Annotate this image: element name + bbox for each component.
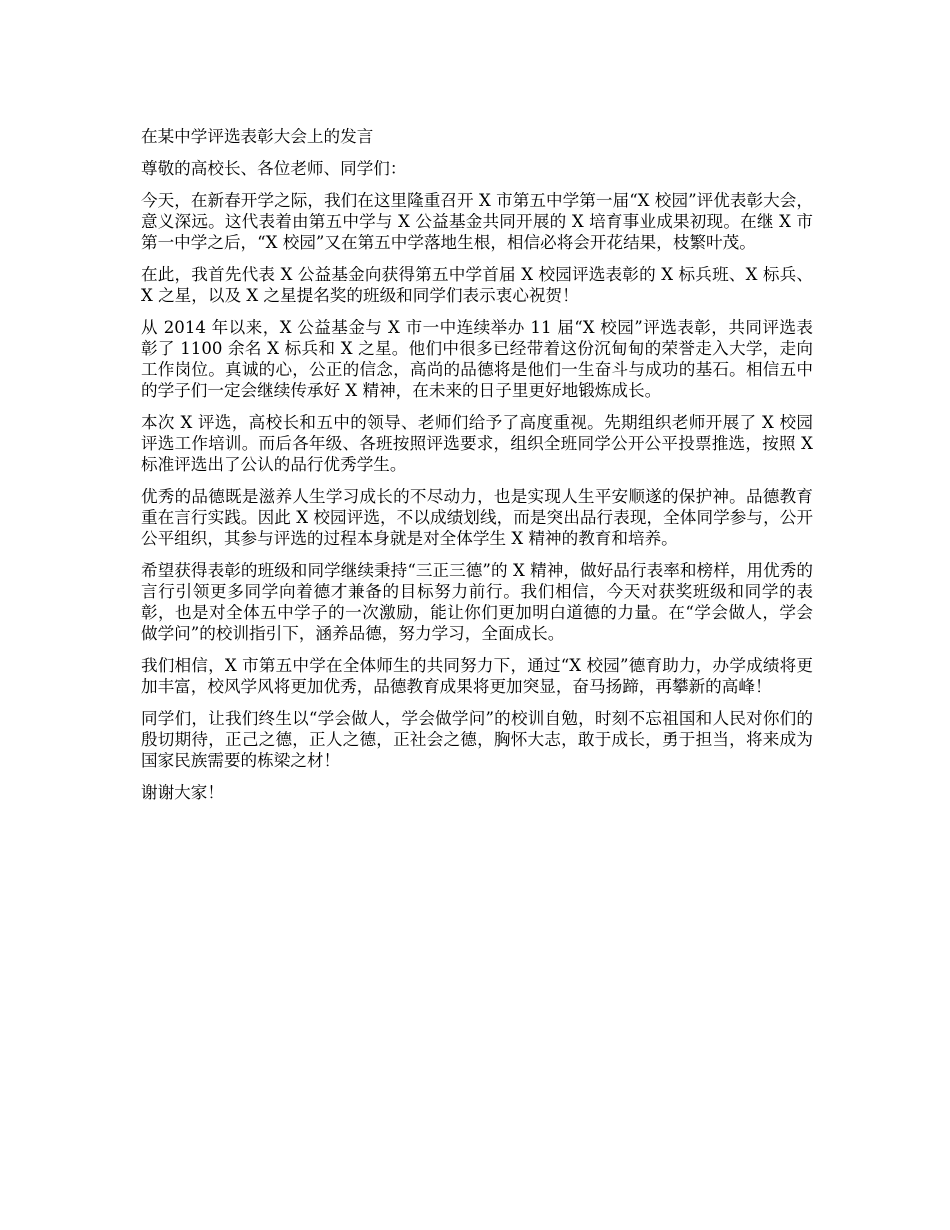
paragraph-moral-education: 优秀的品德既是滋养人生学习成长的不尽动力，也是实现人生平安顺遂的保护神。品德教育重在言行实践。因此 X 校园评选，不以成绩划线，而是突出品行表现，全体同学参与，公开公平组织，其参与评选的过程本身就是对全体学生 X 精神的教育和培养。 <box>141 487 813 548</box>
paragraph-congratulations: 在此，我首先代表 X 公益基金向获得第五中学首届 X 校园评选表彰的 X 标兵班、X 标兵、X 之星，以及 X 之星提名奖的班级和同学们表示衷心祝贺！ <box>141 265 813 305</box>
closing-remark: 谢谢大家！ <box>141 783 224 802</box>
document-page <box>141 126 813 803</box>
document-title: 在某中学评选表彰大会上的发言 <box>141 127 374 146</box>
paragraph-opening: 今天，在新春开学之际，我们在这里隆重召开 X 市第五中学第一届“X 校园”评优表彰大会，意义深远。这代表着由第五中学与 X 公益基金共同开展的 X 培育事业成果初现。在继 X 市第一中学之后，“X 校园”又在第五中学落地生根，相信必将会开花结果，枝繁叶茂。 <box>141 191 813 252</box>
salutation: 尊敬的高校长、各位老师、同学们： <box>141 159 407 178</box>
paragraph-future: 我们相信，X 市第五中学在全体师生的共同努力下，通过“X 校园”德育助力，办学成绩将更加丰富，校风学风将更加优秀，品德教育成果将更加突显，奋马扬蹄，再攀新的高峰！ <box>141 656 813 696</box>
paragraph-exhortation: 同学们，让我们终生以“学会做人，学会做学问”的校训自勉，时刻不忘祖国和人民对你们的殷切期待，正己之德，正人之德，正社会之德，胸怀大志，敢于成长，勇于担当，将来成为国家民族需要的栋梁之材！ <box>141 709 813 770</box>
paragraph-selection-process: 本次 X 评选，高校长和五中的领导、老师们给予了高度重视。先期组织老师开展了 X 校园评选工作培训。而后各年级、各班按照评选要求，组织全班同学公开公平投票推选，按照 X 标准评选出了公认的品行优秀学生。 <box>141 413 813 474</box>
paragraph-history: 从 2014 年以来，X 公益基金与 X 市一中连续举办 11 届“X 校园”评选表彰，共同评选表彰了 1100 余名 X 标兵和 X 之星。他们中很多已经带着这份沉甸甸的荣誉走入大学，走向工作岗位。真诚的心，公正的信念，高尚的品德将是他们一生奋斗与成功的基石。相信五中的学子们一定会继续传承好 X 精神，在未来的日子里更好地锻炼成长。 <box>141 318 813 400</box>
paragraph-hopes: 希望获得表彰的班级和同学继续秉持“三正三德”的 X 精神，做好品行表率和榜样，用优秀的言行引领更多同学向着德才兼备的目标努力前行。我们相信，今天对获奖班级和同学的表彰，也是对全体五中学子的一次激励，能让你们更加明白道德的力量。在“学会做人，学会做学问”的校训指引下，涵养品德，努力学习，全面成长。 <box>141 561 813 643</box>
